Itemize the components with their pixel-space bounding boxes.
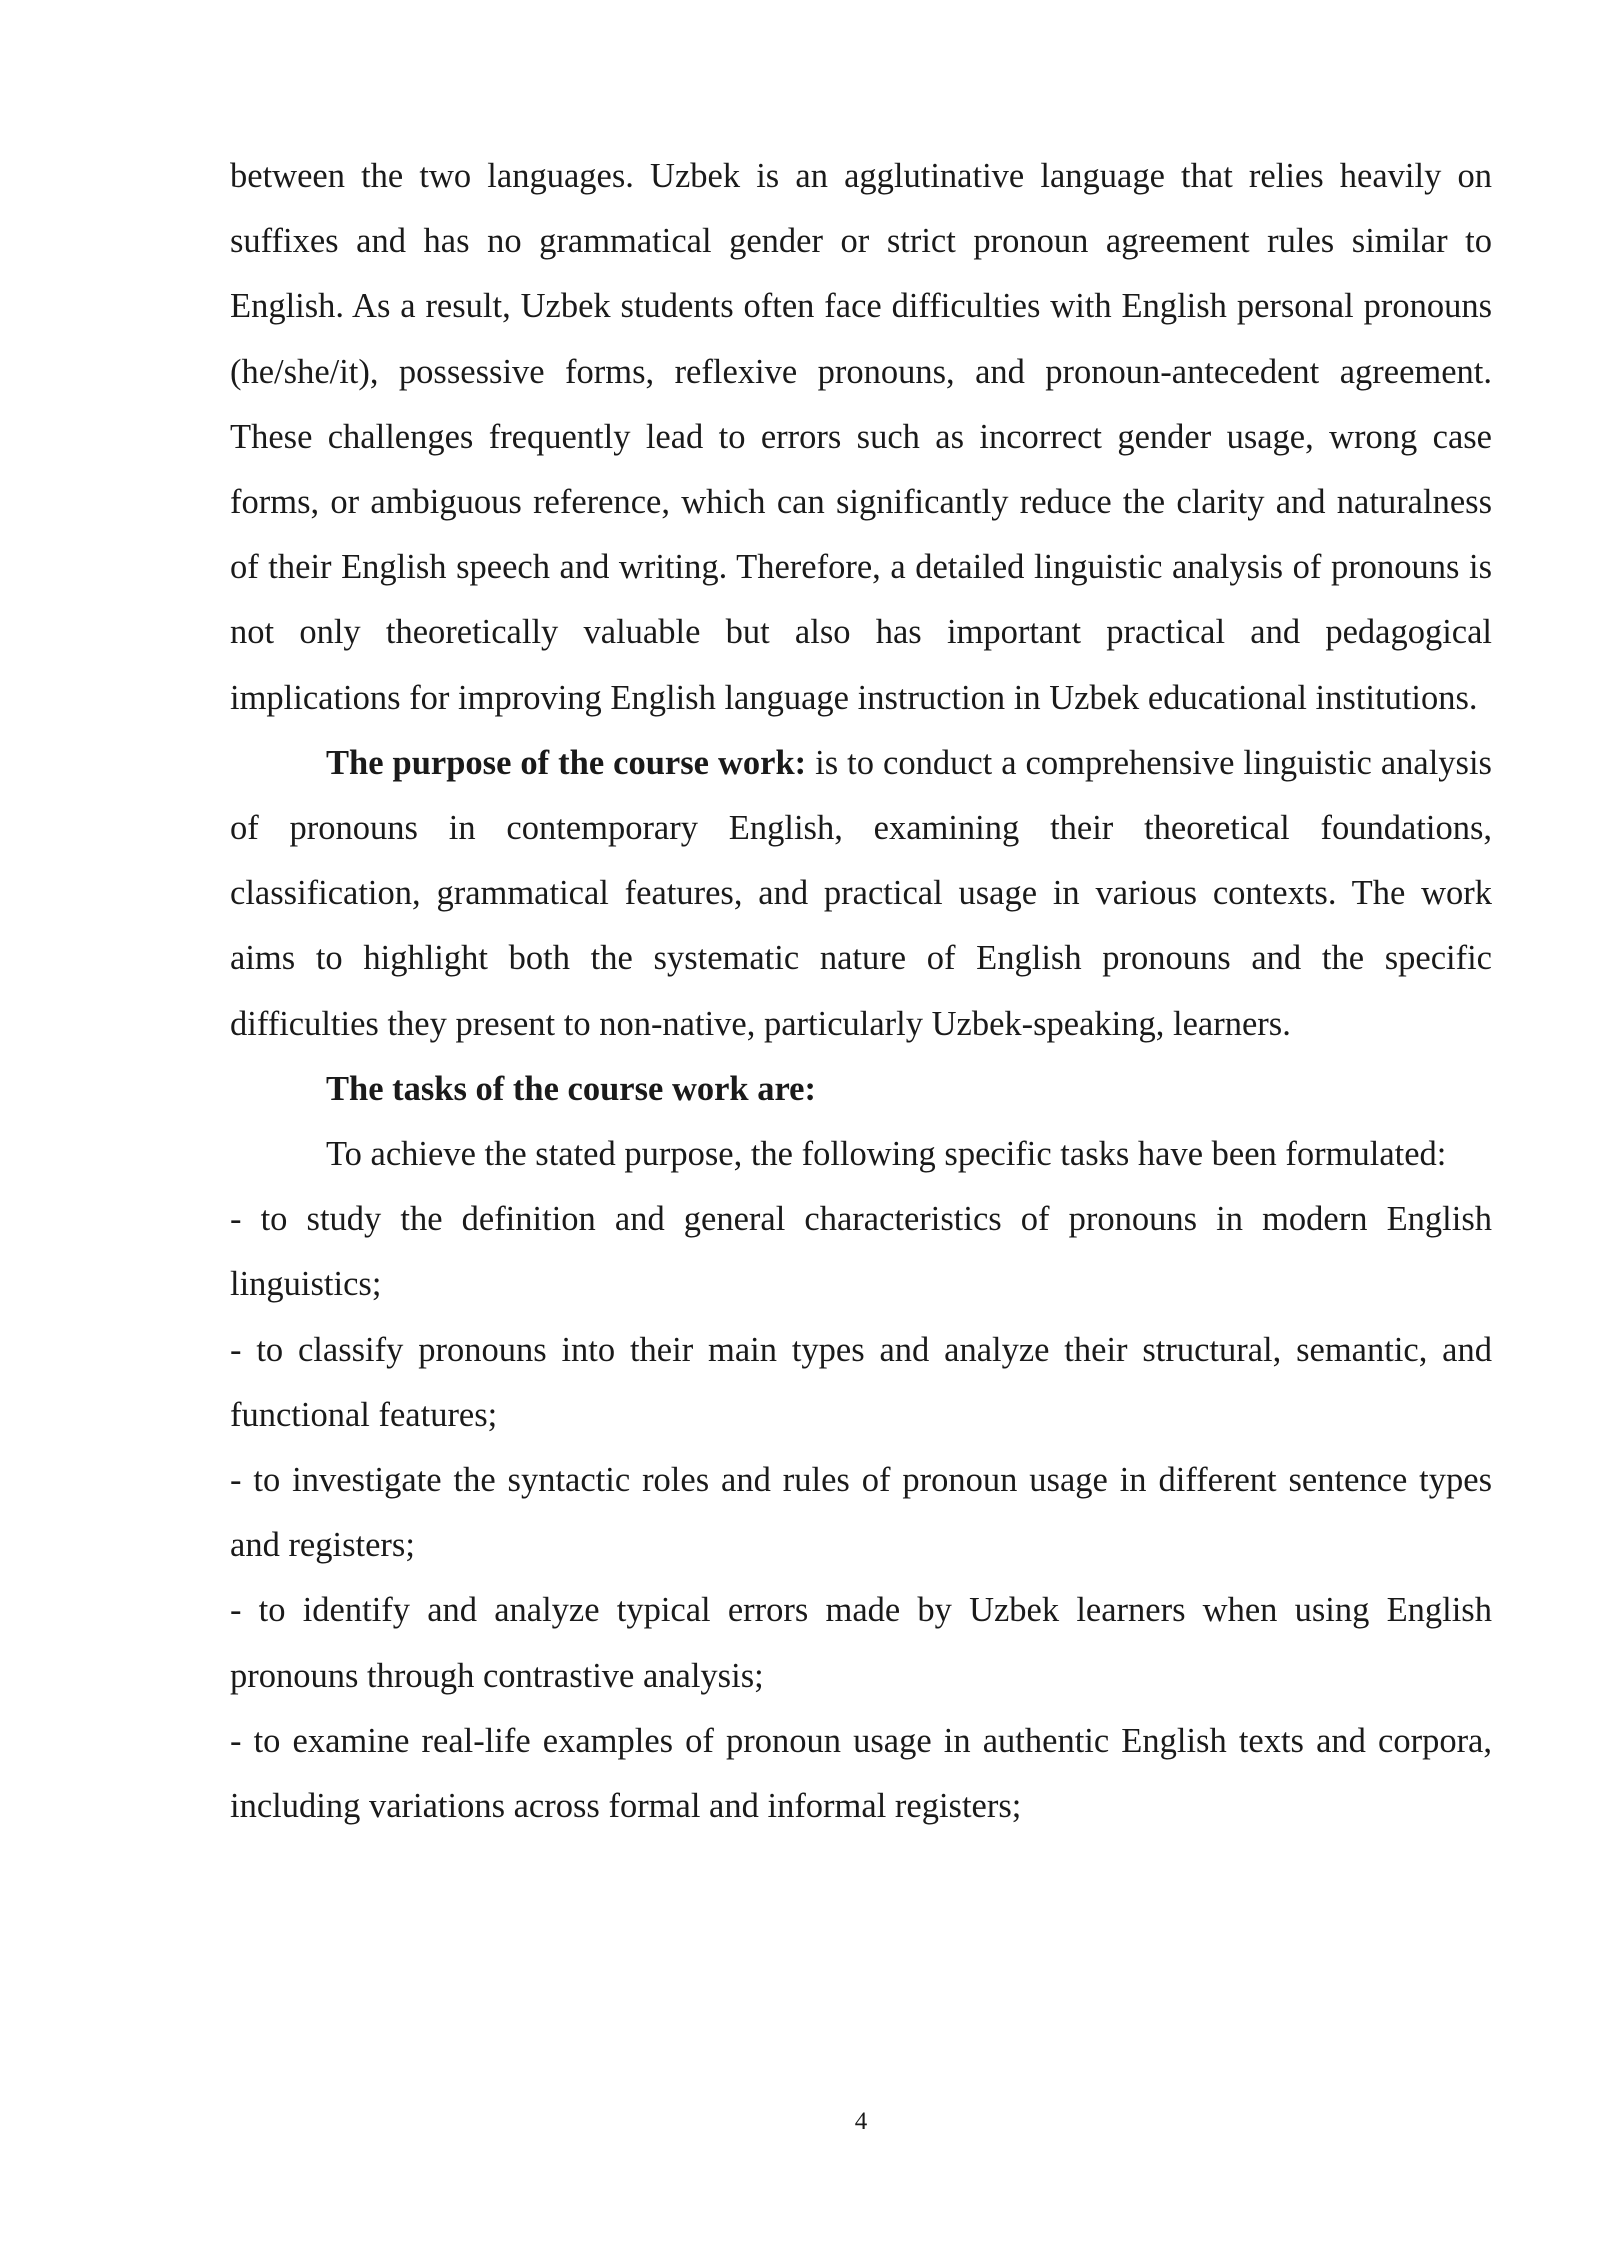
page-body [230,144,1492,1839]
tasks-intro: To achieve the stated purpose, the following specific tasks have been formulated: [326,1135,1447,1174]
page-number: 4 [854,2108,868,2135]
purpose-label: The purpose of the course work: [326,743,807,782]
purpose-paragraph [230,731,1492,1057]
task-item-4: - to identify and analyze typical errors made by Uzbek learners when using English pronouns through contrastive analysis; [230,1591,1492,1695]
purpose-text: is to conduct a comprehensive linguistic analysis of pronouns in contemporary English, examining their theoretical foundations, classification, grammatical features, and practical usage in various contexts. The work aims to highlight both the systematic nature of English pronouns and the specific difficulties they present to non-native, particularly Uzbek-speaking, learners. [230,743,1492,1043]
task-item-2: - to classify pronouns into their main types and analyze their structural, semantic, and functional features; [230,1330,1492,1434]
task-item-1: - to study the definition and general characteristics of pronouns in modern English linguistics; [230,1200,1492,1304]
task-item-5: - to examine real-life examples of pronoun usage in authentic English texts and corpora, including variations across formal and informal registers; [230,1721,1492,1826]
task-item-3: - to investigate the syntactic roles and rules of pronoun usage in different sentence types and registers; [230,1461,1492,1565]
intro-paragraph: between the two languages. Uzbek is an agglutinative language that relies heavily on suffixes and has no grammatical gender or strict pronoun agreement rules similar to English. As a result, Uzbek students often face difficulties with English personal pronouns (he/she/it), possessive forms, reflexive pronouns, and pronoun-antecedent agreement. These challenges frequently lead to errors such as incorrect gender usage, wrong case forms, or ambiguous reference, which can significantly reduce the clarity and naturalness of their English speech and writing. Therefore, a detailed linguistic analysis of pronouns is not only theoretically valuable but also has important practical and pedagogical implications for improving English language instruction in Uzbek educational institutions. [230,157,1492,717]
tasks-heading: The tasks of the course work are: [326,1069,816,1108]
